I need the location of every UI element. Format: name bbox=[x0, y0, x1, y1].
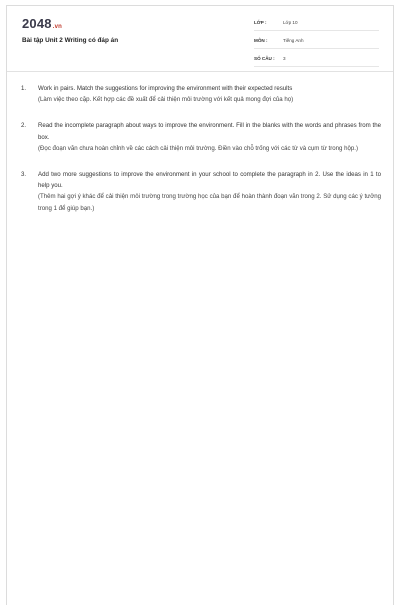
document-meta bbox=[254, 17, 379, 71]
logo-suffix: .vn bbox=[52, 24, 63, 30]
site-logo[interactable] bbox=[22, 16, 62, 31]
meta-row-class bbox=[254, 17, 379, 31]
meta-row-question-count bbox=[254, 53, 379, 67]
question-item bbox=[21, 83, 381, 105]
meta-label-subject: MÔN : bbox=[254, 38, 268, 43]
question-vietnamese: (Đọc đoạn văn chưa hoàn chỉnh về các cách cải thiện môi trường. Điền vào chỗ trống với các từ và cụm từ trong hộp.) bbox=[38, 144, 359, 152]
question-item bbox=[21, 169, 381, 214]
logo-text: 2048 bbox=[22, 16, 52, 31]
meta-value-subject: Tiếng Anh bbox=[283, 38, 304, 43]
meta-value-class: Lớp 10 bbox=[283, 20, 298, 25]
meta-label-class: LỚP : bbox=[254, 20, 267, 25]
question-list bbox=[21, 83, 381, 229]
question-english: Work in pairs. Match the suggestions for improving the environment with their expected results bbox=[38, 85, 293, 92]
document-title: Bài tập Unit 2 Writing có đáp án bbox=[22, 37, 119, 44]
header-divider bbox=[7, 71, 393, 72]
question-number: 2. bbox=[21, 122, 27, 130]
question-vietnamese: (Làm việc theo cặp. Kết hợp các đề xuất để cải thiện môi trường với kết quả mong đợi của họ) bbox=[38, 96, 294, 104]
meta-label-question-count: SỐ CÂU : bbox=[254, 56, 275, 61]
document-header bbox=[7, 6, 393, 66]
question-number: 1. bbox=[21, 85, 27, 92]
meta-value-question-count: 3 bbox=[283, 56, 286, 61]
document-page bbox=[6, 5, 394, 605]
meta-row-subject bbox=[254, 35, 379, 49]
question-english: Read the incomplete paragraph about ways to improve the environment. Fill in the blanks with the words and phrases from the box. bbox=[38, 122, 381, 141]
question-english: Add two more suggestions to improve the environment in your school to complete the paragraph in 2. Use the ideas in 1 to help you. bbox=[38, 171, 381, 190]
question-number: 3. bbox=[21, 171, 27, 179]
question-vietnamese: (Thêm hai gợi ý khác để cải thiện môi trường trong trường học của bạn để hoàn thành đoạn văn trong 2. Sử dụng các ý tưởng trong 1 để giúp bạn.) bbox=[38, 193, 381, 212]
question-item bbox=[21, 120, 381, 154]
